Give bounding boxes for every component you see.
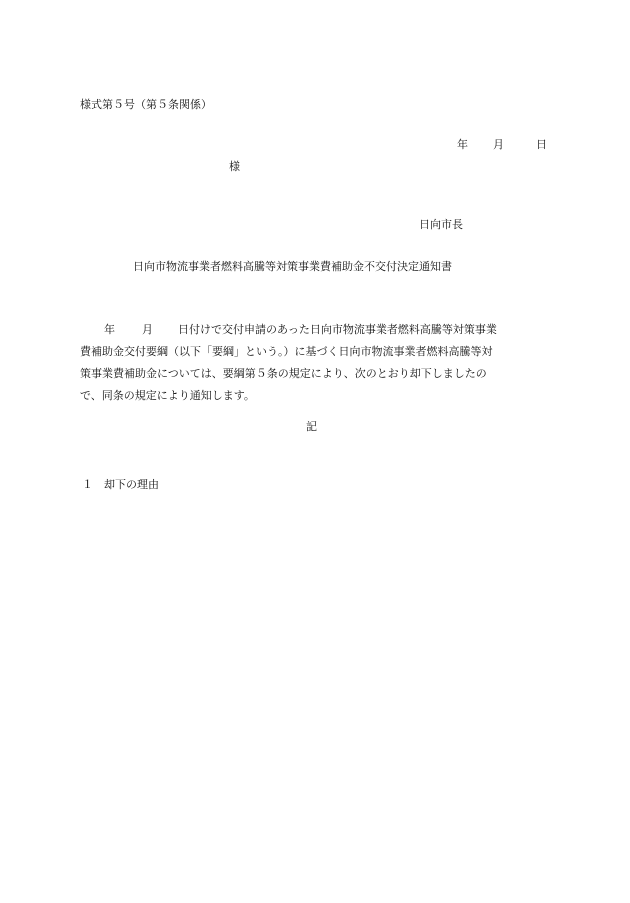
reason-number: １	[82, 478, 93, 491]
issuer-name: 日向市長	[419, 218, 463, 231]
reason-heading	[82, 479, 159, 490]
body-line-1-text: 日付けで交付申請のあった日向市物流事業者燃料高騰等対策事業	[178, 323, 497, 336]
document-title: 日向市物流事業者燃料高騰等対策事業費補助金不交付決定通知書	[133, 260, 452, 273]
body-line-1	[80, 319, 550, 341]
ki-heading: 記	[306, 420, 317, 433]
body-line-2: 費補助金交付要綱（以下「要綱」という。）に基づく日向市物流事業者燃料高騰等対	[80, 345, 493, 358]
reason-label: 却下の理由	[104, 478, 159, 491]
body-line-3: 策事業費補助金については、要綱第５条の規定により、次のとおり却下しましたの	[80, 367, 487, 380]
body-line-4: で、同条の規定により通知します。	[80, 389, 255, 402]
date-day: 日	[536, 138, 547, 151]
recipient-suffix: 様	[229, 160, 240, 173]
form-number: 様式第５号（第５条関係）	[80, 98, 212, 111]
date-line	[457, 139, 547, 150]
date-year: 年	[457, 138, 468, 151]
date-month: 月	[493, 138, 504, 151]
body-year: 年	[104, 323, 115, 336]
body-month: 月	[142, 323, 153, 336]
body-paragraph	[80, 319, 550, 407]
